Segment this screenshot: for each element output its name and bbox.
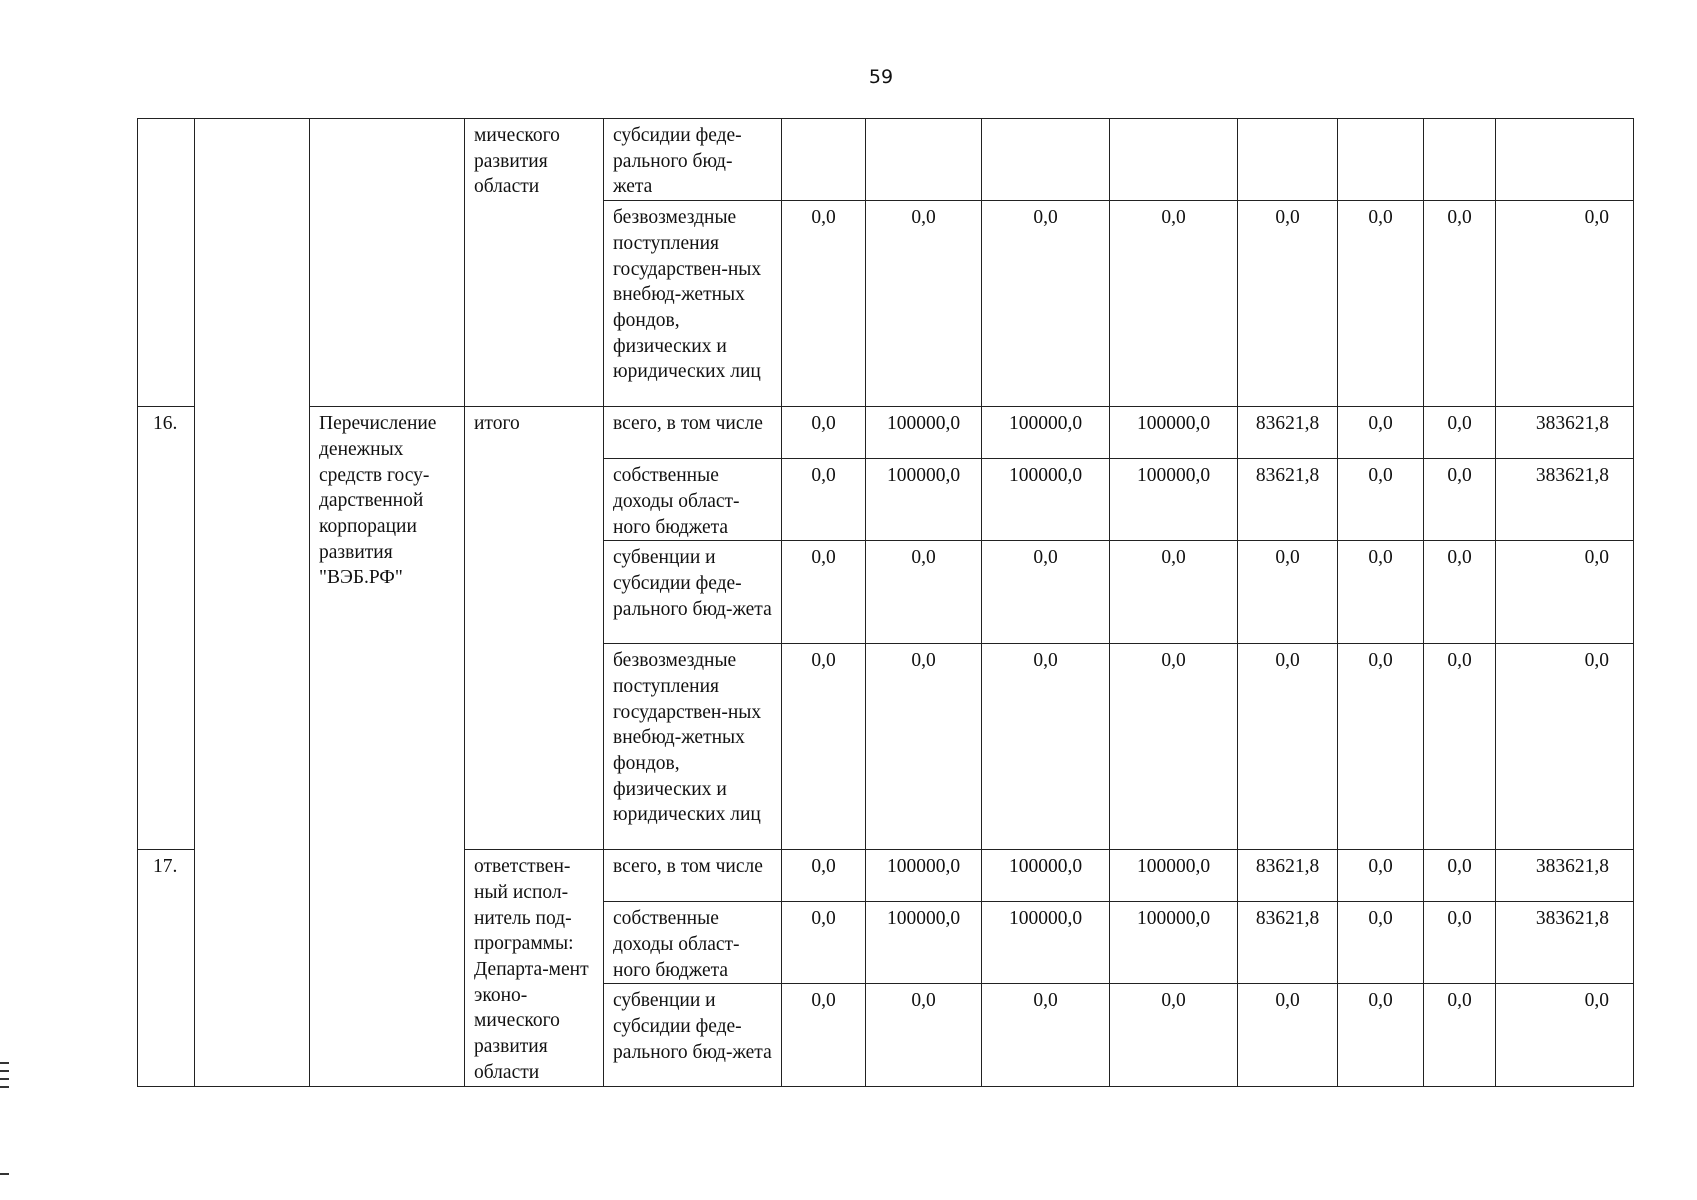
value-cell (1338, 119, 1424, 201)
value-cell: 83621,8 (1238, 850, 1338, 902)
value-cell: 0,0 (782, 850, 866, 902)
value-cell: 0,0 (982, 984, 1110, 1087)
value-cell: 0,0 (866, 201, 982, 407)
value-cell: 383621,8 (1496, 902, 1634, 984)
source-cell: собственные доходы област-ного бюджета (604, 459, 782, 541)
value-cell (1496, 119, 1634, 201)
value-cell: 100000,0 (866, 459, 982, 541)
value-cell: 0,0 (1338, 984, 1424, 1087)
value-cell: 0,0 (1110, 541, 1238, 644)
program-cell (195, 119, 310, 1087)
value-cell (1238, 119, 1338, 201)
margin-mark (0, 1070, 9, 1072)
value-cell: 0,0 (866, 984, 982, 1087)
value-cell: 0,0 (1424, 984, 1496, 1087)
page-number: 59 (868, 66, 894, 88)
value-cell: 83621,8 (1238, 407, 1338, 459)
value-cell: 100000,0 (866, 850, 982, 902)
value-cell: 0,0 (1338, 850, 1424, 902)
value-cell: 0,0 (1424, 407, 1496, 459)
margin-mark (0, 1086, 9, 1088)
value-cell: 100000,0 (1110, 459, 1238, 541)
value-cell: 0,0 (1338, 902, 1424, 984)
value-cell: 100000,0 (1110, 902, 1238, 984)
margin-mark (0, 1078, 9, 1080)
value-cell: 0,0 (1496, 541, 1634, 644)
value-cell: 0,0 (1338, 407, 1424, 459)
value-cell: 0,0 (782, 541, 866, 644)
value-cell (1110, 119, 1238, 201)
value-cell: 0,0 (782, 201, 866, 407)
value-cell: 0,0 (782, 459, 866, 541)
table-row (138, 407, 1634, 459)
value-cell: 0,0 (1238, 984, 1338, 1087)
source-cell: субвенции и субсидии феде-рального бюд-жета (604, 984, 782, 1087)
value-cell: 0,0 (1424, 902, 1496, 984)
value-cell: 0,0 (1110, 201, 1238, 407)
row-number: 17. (138, 850, 195, 1087)
value-cell: 0,0 (1424, 850, 1496, 902)
table-row (138, 119, 1634, 201)
value-cell: 0,0 (1424, 459, 1496, 541)
value-cell: 0,0 (782, 407, 866, 459)
measure-name-cell: Перечисление денежных средств госу-дарственной корпорации развития "ВЭБ.РФ" (310, 407, 465, 1087)
value-cell (866, 119, 982, 201)
value-cell: 383621,8 (1496, 459, 1634, 541)
value-cell: 100000,0 (866, 407, 982, 459)
value-cell: 0,0 (1110, 984, 1238, 1087)
value-cell: 0,0 (1424, 644, 1496, 850)
value-cell: 383621,8 (1496, 407, 1634, 459)
value-cell: 0,0 (1496, 984, 1634, 1087)
value-cell: 100000,0 (982, 850, 1110, 902)
value-cell (782, 119, 866, 201)
row-number: 16. (138, 407, 195, 850)
source-cell: безвозмездные поступления государствен-ных внебюд-жетных фондов, физических и юридических лиц (604, 201, 782, 407)
source-cell: субвенции и субсидии феде-рального бюд-жета (604, 541, 782, 644)
value-cell: 0,0 (866, 644, 982, 850)
source-cell: безвозмездные поступления государствен-ных внебюд-жетных фондов, физических и юридических лиц (604, 644, 782, 850)
value-cell: 0,0 (1238, 644, 1338, 850)
margin-mark (0, 1062, 9, 1064)
value-cell: 0,0 (866, 541, 982, 644)
value-cell: 0,0 (1338, 644, 1424, 850)
value-cell (982, 119, 1110, 201)
value-cell: 100000,0 (1110, 407, 1238, 459)
value-cell: 0,0 (1110, 644, 1238, 850)
value-cell: 100000,0 (982, 902, 1110, 984)
value-cell: 0,0 (782, 644, 866, 850)
name-cell (310, 119, 465, 407)
value-cell: 0,0 (982, 201, 1110, 407)
executor-cell: ответствен-ный испол-нитель под-программы: Департа-мент эконо-мического развития области (465, 850, 604, 1087)
value-cell: 0,0 (782, 902, 866, 984)
value-cell: 100000,0 (982, 407, 1110, 459)
value-cell: 83621,8 (1238, 459, 1338, 541)
value-cell: 0,0 (1496, 644, 1634, 850)
value-cell: 100000,0 (1110, 850, 1238, 902)
executor-cell: итого (465, 407, 604, 850)
value-cell: 0,0 (1424, 541, 1496, 644)
value-cell: 0,0 (1338, 541, 1424, 644)
budget-table (137, 118, 1634, 1087)
margin-mark (0, 1173, 9, 1175)
value-cell: 0,0 (1424, 201, 1496, 407)
source-cell: всего, в том числе (604, 850, 782, 902)
executor-cell: мического развития области (465, 119, 604, 407)
value-cell (1424, 119, 1496, 201)
source-cell: собственные доходы област-ного бюджета (604, 902, 782, 984)
value-cell: 100000,0 (982, 459, 1110, 541)
value-cell: 383621,8 (1496, 850, 1634, 902)
value-cell: 0,0 (1338, 459, 1424, 541)
value-cell: 100000,0 (866, 902, 982, 984)
value-cell: 0,0 (782, 984, 866, 1087)
number-cell (138, 119, 195, 407)
value-cell: 0,0 (1496, 201, 1634, 407)
value-cell: 0,0 (1338, 201, 1424, 407)
value-cell: 0,0 (1238, 201, 1338, 407)
value-cell: 83621,8 (1238, 902, 1338, 984)
value-cell: 0,0 (982, 541, 1110, 644)
value-cell: 0,0 (982, 644, 1110, 850)
source-cell: всего, в том числе (604, 407, 782, 459)
value-cell: 0,0 (1238, 541, 1338, 644)
source-cell: субсидии феде- рального бюд- жета (604, 119, 782, 201)
